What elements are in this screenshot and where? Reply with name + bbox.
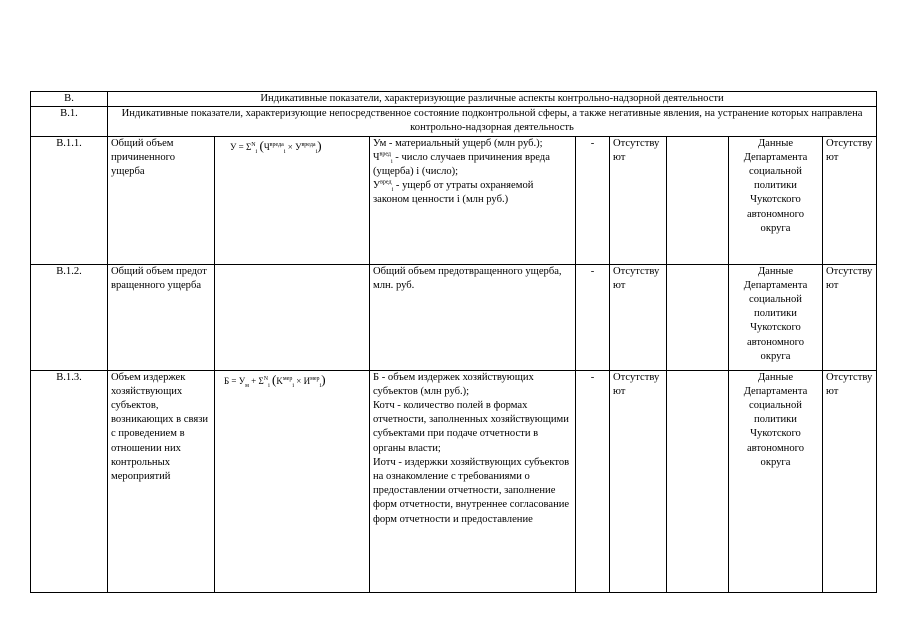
indicator-name: Общий объем предотвращенного ущерба <box>108 264 215 370</box>
row-code: В.1.1. <box>31 136 108 264</box>
formula-cell <box>215 264 370 370</box>
formula-lhs: Б <box>224 375 230 386</box>
formula-sigma-sub: i <box>255 148 258 155</box>
table-row <box>31 370 877 592</box>
formula-term2: И <box>303 375 311 386</box>
formula-term1: K <box>276 375 283 386</box>
description-line: Ум - материальный ущерб (млн руб.); <box>373 137 543 149</box>
formula-term2-sub: i <box>319 382 322 389</box>
formula-term1: Ч <box>263 141 270 152</box>
indicator-name: Общий объем причиненного ущерба <box>108 136 215 264</box>
section-header-row <box>31 92 877 107</box>
col-dash: - <box>576 136 610 264</box>
formula <box>218 137 366 154</box>
col-absent-2: Отсутствуют <box>823 370 877 592</box>
description-line: Иотч - издержки хозяйствующих субъектов на ознакомление с требованиями о предоставлении отчетности, заполнение форм отчетности, внутреннее согласование форм отчетности и предоставление <box>373 456 570 525</box>
symbol-ch: $Ч^{вред}_i$ <box>373 151 393 165</box>
formula-op: = <box>238 141 244 152</box>
formula-op: = <box>231 375 237 386</box>
data-source: Данные Департамента социальной политики Чукотского автономного округа <box>729 264 823 370</box>
formula-times: × <box>296 375 302 386</box>
col-absent-2: Отсутствуют <box>823 136 877 264</box>
description-cell <box>370 136 576 264</box>
formula-sigma-sub: i <box>268 382 270 389</box>
formula-term2-sup: вреда <box>301 141 316 148</box>
formula-um-sub: м <box>245 382 249 389</box>
formula-term1-sup: вреда <box>269 141 284 148</box>
col-empty <box>667 264 729 370</box>
formula-sigma: Σ <box>245 141 252 152</box>
subsection-header-row <box>31 107 877 136</box>
description-line: $У^{вред}_i$ - ущерб от утраты охраняемой законом ценности i (млн руб.) <box>373 179 534 206</box>
symbol-u: $У^{вред}_i$ <box>373 179 394 194</box>
row-code: В.1.2. <box>31 264 108 370</box>
description-cell <box>370 370 576 592</box>
section-code: В. <box>31 92 108 107</box>
formula-cell <box>215 136 370 264</box>
indicator-name: Объем издержек хозяйствующих субъектов, возникающих в связи с проведением в отношении них контрольных мероприятий <box>108 370 215 592</box>
col-dash: - <box>576 370 610 592</box>
formula-term1-sup: мер <box>282 375 293 382</box>
formula-paren: ( <box>259 137 264 153</box>
description-line: Б - объем издержек хозяйствующих субъектов (млн руб.); <box>373 371 534 397</box>
data-source: Данные Департамента социальной политики Чукотского автономного округа <box>729 370 823 592</box>
formula-sigma-sup: N <box>263 375 269 382</box>
formula-lhs: У <box>230 141 237 152</box>
formula-um: У <box>238 375 246 386</box>
col-absent: Отсутствуют <box>610 370 667 592</box>
data-source: Данные Департамента социальной политики Чукотского автономного округа <box>729 136 823 264</box>
formula-sigma: Σ <box>258 375 264 386</box>
formula-paren-close: ) <box>321 371 326 387</box>
formula-sigma-sup: N <box>251 141 256 148</box>
formula-term1-sub: i <box>292 382 294 389</box>
formula-times: × <box>287 141 293 152</box>
subsection-code: В.1. <box>31 107 108 136</box>
col-empty <box>667 370 729 592</box>
formula-term1-sub: i <box>283 148 286 155</box>
formula-term2-sub: i <box>315 148 318 155</box>
description-line: Котч - количество полей в формах отчетности, заполненных хозяйствующими субъектами при подаче отчетности в органы власти; <box>373 400 569 454</box>
description-line: $Ч^{вред}_i$ - число случаев причинения вреда (ущерба) i (число); <box>373 151 550 178</box>
table-row <box>31 264 877 370</box>
col-dash: - <box>576 264 610 370</box>
col-absent-2: Отсутствуют <box>823 264 877 370</box>
formula-paren: ( <box>272 371 277 387</box>
col-absent: Отсутствуют <box>610 136 667 264</box>
formula-plus: + <box>251 375 257 386</box>
row-code: В.1.3. <box>31 370 108 592</box>
formula-paren-close: ) <box>317 137 322 153</box>
table-row <box>31 136 877 264</box>
col-absent: Отсутствуют <box>610 264 667 370</box>
description-cell: Общий объем предотвращенного ущерба, млн. руб. <box>370 264 576 370</box>
formula-term2-sup: мер <box>310 375 320 382</box>
formula-cell <box>215 370 370 592</box>
section-title: Индикативные показатели, характеризующие различные аспекты контрольно-надзорной деятельности <box>108 92 877 107</box>
formula-term2: У <box>295 141 302 152</box>
subsection-title: Индикативные показатели, характеризующие непосредственное состояние подконтрольной сферы, а также негативные явления, на устранение которых направлена контрольно-надзорная деятельность <box>108 107 877 136</box>
indicators-table <box>30 91 877 593</box>
formula <box>218 371 366 388</box>
col-empty <box>667 136 729 264</box>
